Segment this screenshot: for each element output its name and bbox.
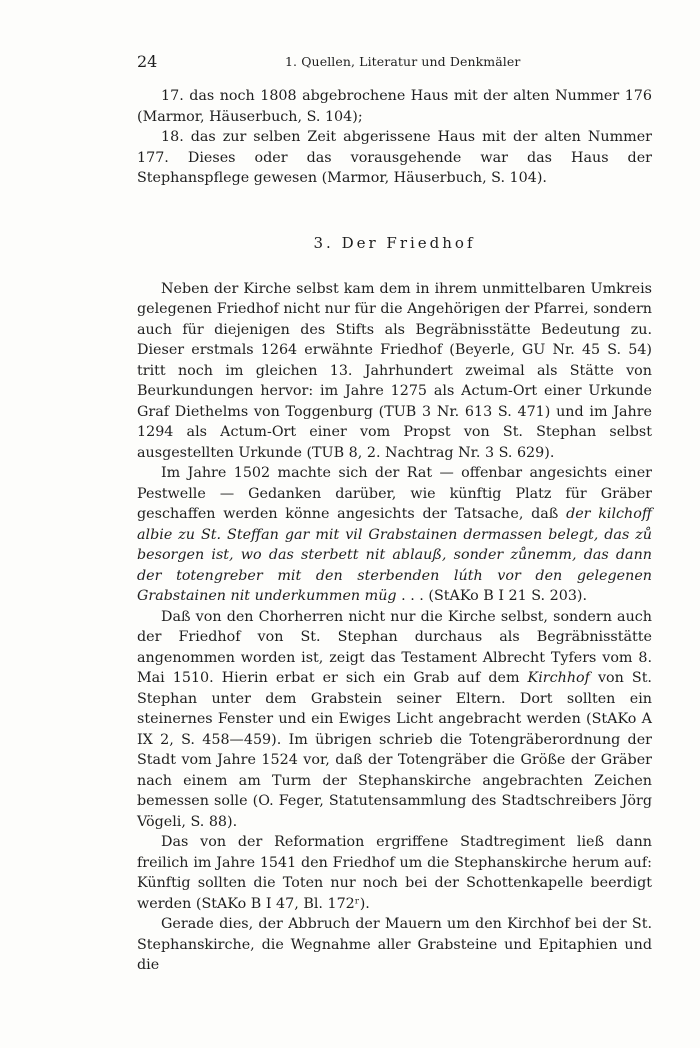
page-number: 24 bbox=[137, 52, 158, 71]
body-text bbox=[137, 86, 652, 976]
paragraph-3-text-b: von St. Stephan unter dem Grabstein seiner Eltern. Dort sollten ein steinernes Fenster und ein Ewiges Licht angebracht werden (StAKo A IX 2, S. 458—459). Im übrigen schrieb die Totengräberordnung der Stadt vom Jahre 1524 vor, daß der Totengräber die Größe der Gräber nach einem am Turm der Stephanskirche angebrachten Zeichen bemessen solle (O. Feger, Statutensammlung des Stadtschreibers Jörg Vögeli, S. 88). bbox=[137, 670, 652, 830]
page-header bbox=[0, 50, 700, 74]
paragraph-2 bbox=[137, 463, 652, 607]
section-title: 3. Der Friedhof bbox=[313, 233, 476, 252]
running-head: 1. Quellen, Literatur und Denkmäler bbox=[285, 54, 521, 69]
paragraph-3-text-a: Daß von den Chorherren nicht nur die Kirche selbst, sondern auch der Friedhof von St. Stephan durchaus als Begräbnisstätte angenommen worden ist, zeigt das Testament Albrecht Tyfers vom 8. Mai 1510. Hierin erbat er sich ein Grab auf dem bbox=[137, 608, 652, 686]
paragraph-3 bbox=[137, 607, 652, 833]
paragraph-2-citation: . . . (StAKo B I 21 S. 203). bbox=[396, 588, 588, 604]
paragraph-2-text: Im Jahre 1502 machte sich der Rat — offenbar angesichts einer Pestwelle — Gedanken darüber, wie künftig Platz für Gräber geschaffen werden könne angesichts der Tatsache, daß bbox=[137, 465, 652, 522]
paragraph-4: Das von der Reformation ergriffene Stadtregiment ließ dann freilich im Jahre 1541 den Friedhof um die Stephanskirche herum auf: Künftig sollten die Toten nur noch bei der Schottenkapelle beerdigt werden (StAKo B I 47, Bl. 172ʳ). bbox=[137, 834, 652, 912]
paragraph-3-italic: Kirchhof bbox=[527, 670, 590, 686]
paragraph-1: Neben der Kirche selbst kam dem in ihrem unmittelbaren Umkreis gelegenen Friedhof nicht nur für die Angehörigen der Pfarrei, sondern auch für diejenigen des Stifts als Begräbnisstätte Bedeutung zu. Dieser erstmals 1264 erwähnte Friedhof (Beyerle, GU Nr. 45 S. 54) tritt noch im gleichen 13. Jahrhundert zweimal als Stätte von Beurkundungen hervor: im Jahre 1275 als Actum-Ort einer Urkunde Graf Diethelms von Toggenburg (TUB 3 Nr. 613 S. 471) und im Jahre 1294 als Actum-Ort einer vom Propst von St. Stephan selbst ausgestellten Urkunde (TUB 8, 2. Nachtrag Nr. 3 S. 629). bbox=[137, 280, 652, 461]
list-item-17: 17. das noch 1808 abgebrochene Haus mit der alten Nummer 176 (Marmor, Häuserbuch, S. 104); bbox=[137, 88, 652, 125]
list-item-18: 18. das zur selben Zeit abgerissene Haus mit der alten Nummer 177. Dieses oder das vorausgehende war das Haus der Stephanspflege gewesen (Marmor, Häuserbuch, S. 104). bbox=[137, 129, 652, 186]
paragraph-2-quote: der kilchoff albie zu St. Steffan gar mit vil Grabstainen dermassen belegt, das zů besorgen ist, wo das sterbett nit ablauß, sonder zůnemm, das dann der totengreber mit den sterbenden lúth vor den gelegenen Grabstainen nit underkummen müg bbox=[137, 506, 652, 604]
paragraph-5: Gerade dies, der Abbruch der Mauern um den Kirchhof bei der St. Stephanskirche, die Wegnahme aller Grabsteine und Epitaphien und die bbox=[137, 916, 652, 973]
